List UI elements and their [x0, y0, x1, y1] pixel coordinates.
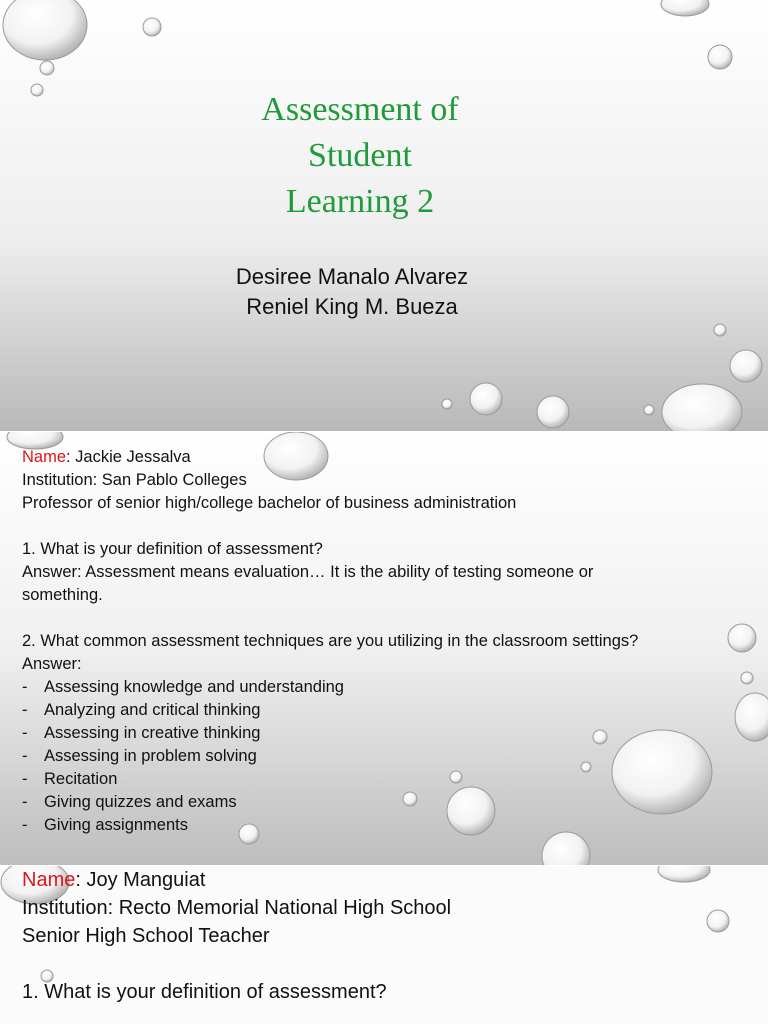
answer-1-line-1: Answer: Assessment means evaluation… It is the ability of testing someone or: [22, 563, 594, 581]
institution: Institution: San Pablo Colleges: [22, 471, 247, 489]
name-value: : Jackie Jessalva: [66, 448, 191, 466]
bullet-dash: -: [22, 793, 28, 811]
position: Senior High School Teacher: [22, 925, 270, 947]
list-item: - Recitation: [22, 768, 762, 791]
question-2: 2. What common assessment techniques are you utilizing in the classroom settings?: [22, 632, 639, 650]
bullet-dash: -: [22, 724, 28, 742]
answer-2-label: Answer:: [22, 655, 82, 673]
bullet-dash: -: [22, 747, 28, 765]
title-line: Learning 2: [285, 183, 435, 220]
answer-1-line-2: something.: [22, 586, 103, 604]
list-item: - Giving quizzes and exams: [22, 791, 762, 814]
author-name: Reniel King M. Bueza: [246, 294, 458, 319]
water-drop: [708, 45, 732, 69]
water-drop: [714, 324, 726, 336]
title-line: Assessment of: [261, 91, 459, 128]
question-1: 1. What is your definition of assessment?: [22, 981, 387, 1003]
interview-content: [22, 446, 762, 837]
water-drop: [644, 405, 654, 415]
bullet-dash: -: [22, 770, 28, 788]
title-line: Student: [308, 137, 412, 174]
position: Professor of senior high/college bachelor of business administration: [22, 494, 517, 512]
name-label: Name: [22, 448, 67, 466]
name-value: : Joy Manguiat: [75, 869, 206, 891]
list-item: - Assessing in problem solving: [22, 745, 762, 768]
author-list: [0, 262, 704, 322]
list-item: - Analyzing and critical thinking: [22, 699, 762, 722]
bullet-dash: -: [22, 816, 28, 834]
slide-title: [0, 87, 720, 225]
water-drop: [143, 18, 161, 36]
water-drop: [40, 61, 54, 75]
list-item: - Assessing in creative thinking: [22, 722, 762, 745]
interview-slide-1: [0, 432, 768, 866]
interview-content: [22, 866, 762, 1006]
water-drop: [470, 383, 502, 415]
interviewee-name: [22, 446, 762, 469]
name-label: Name: [22, 869, 76, 891]
interview-slide-2: [0, 866, 768, 1024]
interviewee-name: [22, 866, 762, 894]
water-drop: [730, 350, 762, 382]
institution: Institution: Recto Memorial National High School: [22, 897, 452, 919]
question-1: 1. What is your definition of assessment?: [22, 540, 323, 558]
water-drop: [442, 399, 452, 409]
list-item: - Giving assignments: [22, 814, 762, 837]
bullet-dash: -: [22, 701, 28, 719]
title-slide: [0, 0, 768, 432]
water-drop: [537, 396, 569, 428]
author-name: Desiree Manalo Alvarez: [235, 264, 469, 289]
list-item: - Assessing knowledge and understanding: [22, 676, 762, 699]
bullet-dash: -: [22, 678, 28, 696]
